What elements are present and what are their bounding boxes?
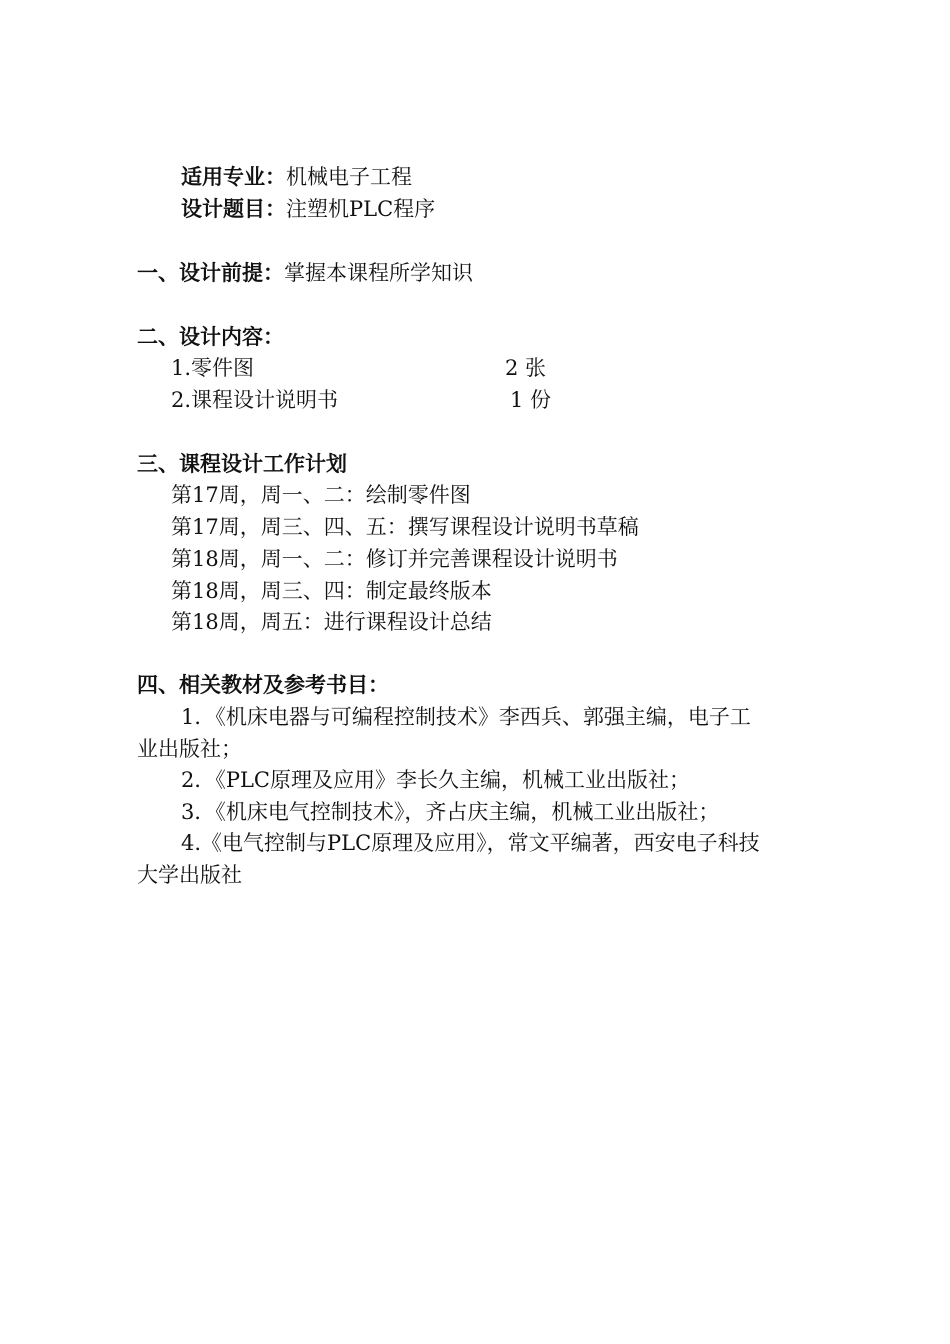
content-item-name: 1.零件图 [171,356,255,380]
section1-text: 掌握本课程所学知识 [284,261,473,285]
content-item-qty: 1 份 [510,388,552,412]
reference-item: 1．《机床电器与可编程控制技术》李西兵、郭强主编，电子工 [181,705,751,729]
reference-item: 3．《机床电气控制技术》，齐占庆主编，机械工业出版社； [181,800,720,824]
section1-line [137,258,473,288]
section1-heading: 一、设计前提： [137,261,284,285]
plan-item: 第18周，周三、四：制定最终版本 [171,579,492,603]
major-value: 机械电子工程 [286,165,412,189]
reference-item: 2．《PLC原理及应用》李长久主编，机械工业出版社； [181,768,691,792]
major-label: 适用专业： [181,165,286,189]
topic-line [181,194,435,224]
reference-item-continued: 大学出版社 [137,863,242,887]
plan-item: 第17周，周一、二：绘制零件图 [171,483,471,507]
reference-item: 4.《电气控制与PLC原理及应用》，常文平编著，西安电子科技 [181,831,760,855]
topic-label: 设计题目： [181,197,286,221]
section4-heading: 四、相关教材及参考书目： [137,673,389,697]
major-line [181,162,412,192]
content-item-name: 2.课程设计说明书 [171,388,339,412]
section3-heading: 三、课程设计工作计划 [137,452,347,476]
reference-item-continued: 业出版社； [137,737,242,761]
plan-item: 第18周，周五：进行课程设计总结 [171,610,492,634]
content-item-qty: 2 张 [505,356,547,380]
topic-value: 注塑机PLC程序 [286,197,436,221]
plan-item: 第18周，周一、二：修订并完善课程设计说明书 [171,547,618,571]
section2-heading: 二、设计内容： [137,325,284,349]
plan-item: 第17周，周三、四、五：撰写课程设计说明书草稿 [171,515,639,539]
